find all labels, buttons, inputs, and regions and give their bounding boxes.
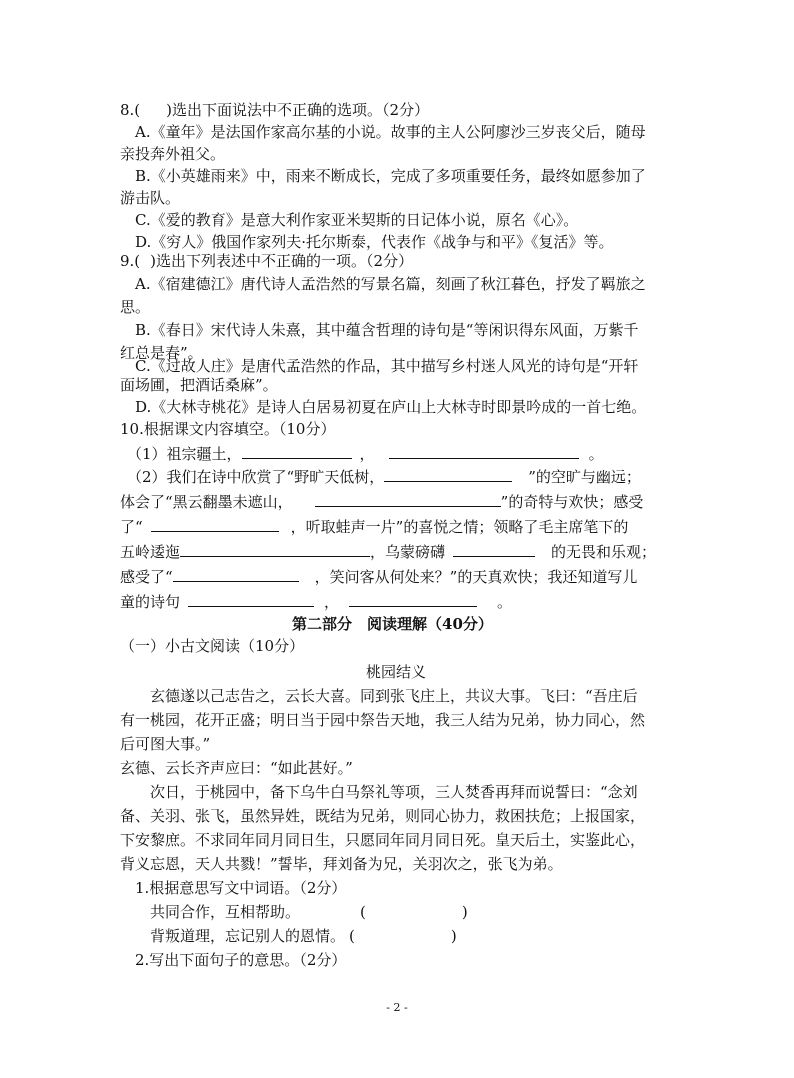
q9-option-b-cont: 红总是春”。 [120, 344, 203, 362]
page-number: - 2 - [386, 1001, 408, 1014]
q10-part2-line6: 童的诗句 ， 。 [120, 593, 513, 611]
q8-stem: 8.( )选出下面说法中不正确的选项。（2分） [120, 101, 430, 119]
q10-part1: （1）祖宗疆土， ， 。 [127, 445, 604, 463]
reading-section-title: （一）小古文阅读（10分） [120, 637, 305, 655]
answer-blank[interactable] [389, 443, 579, 459]
q10-part2-line3: 了“ ，听取蛙声一片”的喜悦之情；领略了毛主席笔下的 [120, 518, 629, 536]
passage-title: 桃园结义 [366, 663, 427, 681]
passage-line: 玄德遂以己志告之，云长大喜。同到张飞庄上，共议大事。飞曰：“吾庄后 [150, 687, 638, 705]
answer-blank[interactable] [180, 541, 370, 557]
passage-line: 玄德、云长齐声应曰：“如此甚好。” [120, 759, 353, 777]
passage-line: 次日，于桃园中，备下乌牛白马祭礼等项，三人焚香再拜而说誓曰：“念刘 [150, 783, 638, 801]
passage-line: 背义忘恩，天人共戮！”誓毕，拜刘备为兄，关羽次之，张飞为弟。 [120, 855, 563, 873]
answer-blank[interactable] [453, 541, 535, 557]
q9-option-a-cont: 思。 [120, 298, 151, 316]
q8-option-c: C.《爱的教育》是意大利作家亚米契斯的日记体小说，原名《心》。 [135, 211, 579, 229]
q8-option-a-cont: 亲投奔外祖父。 [120, 145, 226, 163]
q10-part2-line5: 感受了“ ，笑问客从何处来？”的天真欢快；我还知道写儿 [120, 568, 638, 586]
q10-part2-line1: （2）我们在诗中欣赏了“野旷天低树， ”的空旷与幽远； [127, 468, 641, 486]
answer-blank[interactable] [188, 591, 314, 607]
q9-stem: 9.( )选出下列表述中不正确的一项。（2分） [120, 252, 414, 270]
q10-part2-line4: 五岭逶迤 ，乌蒙磅礴 的无畏和乐观； [120, 543, 657, 561]
q8-option-d: D.《穷人》俄国作家列夫·托尔斯泰，代表作《战争与和平》《复活》等。 [135, 233, 614, 251]
q9-option-d: D.《大林寺桃花》是诗人白居易初夏在庐山上大林寺时即景吟成的一首七绝。 [135, 398, 647, 416]
answer-space[interactable] [366, 902, 462, 917]
answer-blank[interactable] [315, 491, 501, 507]
answer-blank[interactable] [384, 466, 512, 482]
q9-option-a: A.《宿建德江》唐代诗人孟浩然的写景名篇，刻画了秋江暮色，抒发了羁旅之 [135, 275, 646, 293]
q9-option-b: B.《春日》宋代诗人朱熹，其中蕴含哲理的诗句是“等闲识得东风面，万紫千 [135, 321, 639, 339]
answer-blank[interactable] [173, 566, 299, 582]
passage-line: 下安黎庶。不求同年同月同日生，只愿同年同月同日死。皇天后土，实鉴此心， [120, 831, 646, 849]
passage-line: 有一桃园，花开正盛；明日当于园中祭告天地，我三人结为兄弟，协力同心，然 [120, 711, 646, 729]
part2-heading: 第二部分 阅读理解（40分） [292, 615, 493, 633]
q8-option-b-cont: 游击队。 [120, 189, 181, 207]
q9-option-c: C.《过故人庄》是唐代孟浩然的作品，其中描写乡村迷人风光的诗句是“开轩 [135, 357, 639, 375]
answer-blank[interactable] [151, 516, 279, 532]
passage-line: 备、关羽、张飞，虽然异姓，既结为兄弟，则同心协力，救困扶危；上报国家， [120, 807, 646, 825]
answer-blank[interactable] [242, 443, 352, 459]
answer-blank[interactable] [349, 591, 477, 607]
subq1-item1: 共同合作，互相帮助。 ( ) [150, 903, 468, 921]
q8-option-a: A.《童年》是法国作家高尔基的小说。故事的主人公阿廖沙三岁丧父后，随母 [135, 123, 646, 141]
subq2-stem: 2.写出下面句子的意思。（2分） [135, 951, 347, 969]
answer-space[interactable] [355, 926, 451, 941]
q9-option-c-cont: 面场圃，把酒话桑麻”。 [120, 376, 278, 394]
subq1-stem: 1.根据意思写文中词语。（2分） [135, 879, 347, 897]
q10-part2-line2: 体会了“黑云翻墨未遮山， ”的奇特与欢快；感受 [120, 493, 644, 511]
passage-line: 后可图大事。” [120, 735, 211, 753]
q10-stem: 10.根据课文内容填空。（10分） [120, 420, 336, 438]
subq1-item2: 背叛道理，忘记别人的恩情。 ( ) [150, 927, 457, 945]
q8-option-b: B.《小英雄雨来》中，雨来不断成长，完成了多项重要任务，最终如愿参加了 [135, 167, 646, 185]
